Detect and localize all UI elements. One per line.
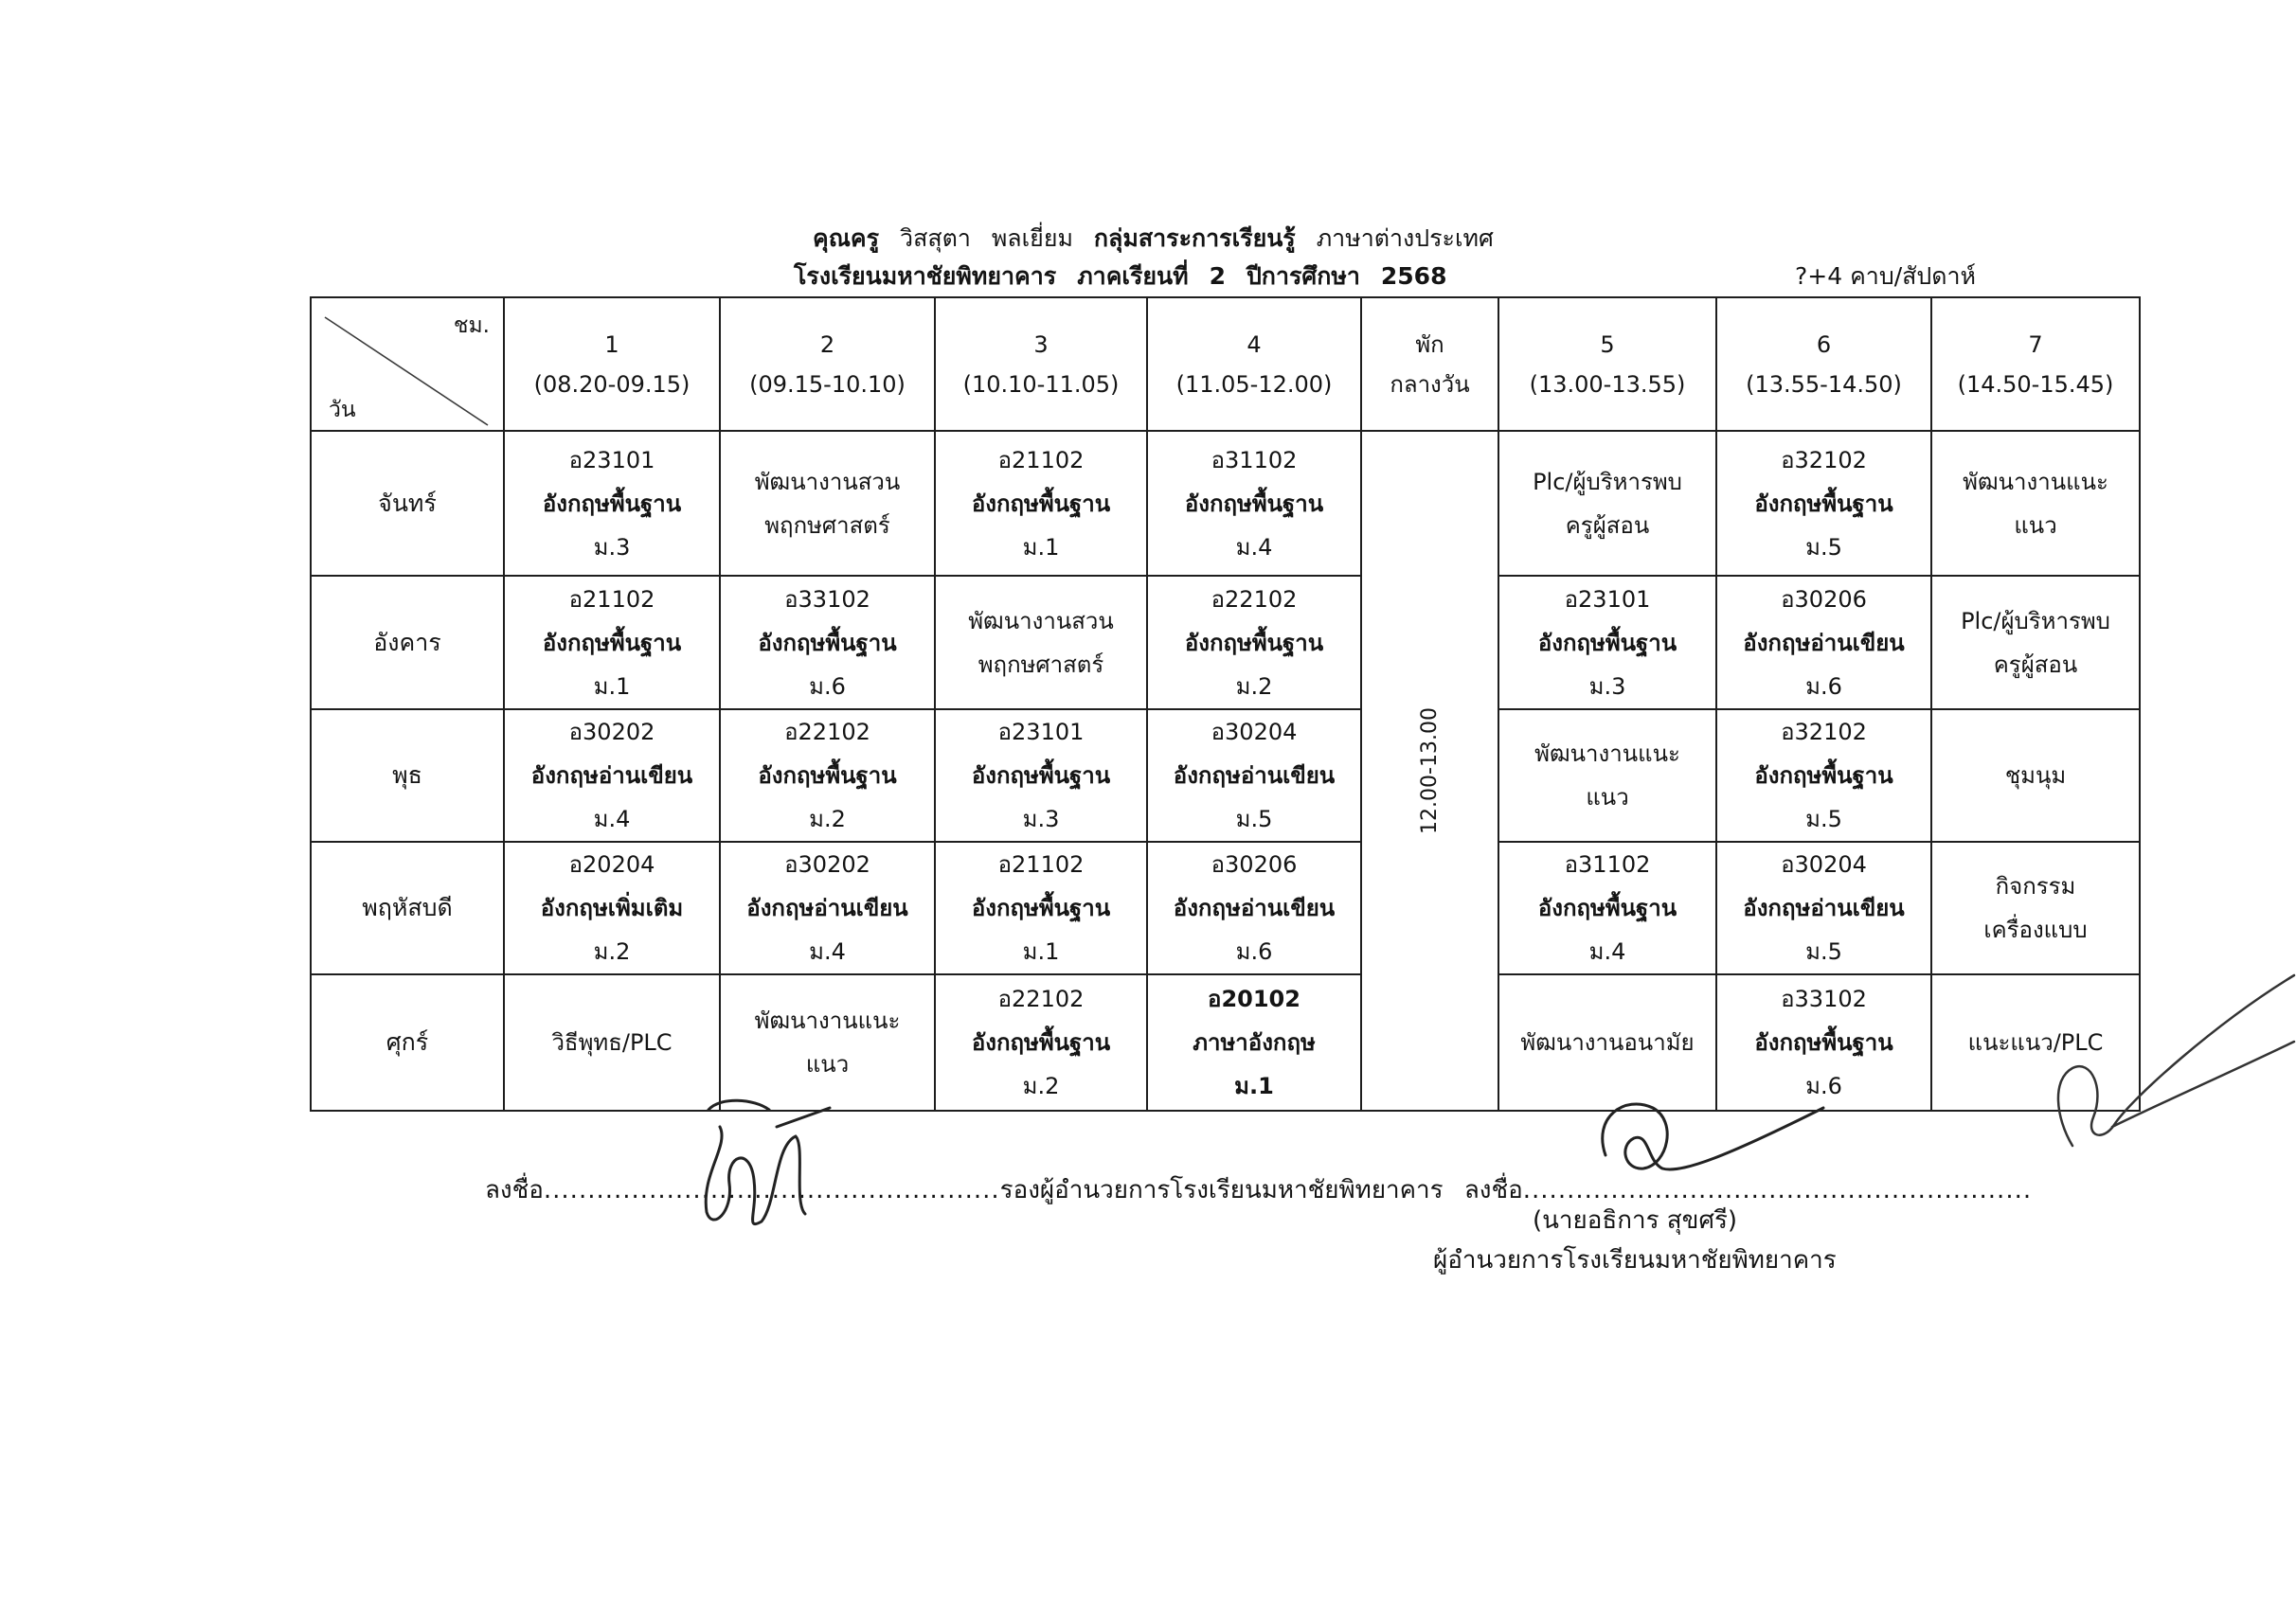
class-cell (720, 709, 935, 842)
activity-cell (1498, 431, 1716, 576)
grade-level: ม.6 (809, 672, 846, 700)
activity-line: เครื่องแบบ (1983, 917, 2088, 943)
group-label: กลุ่มสาระการเรียนรู้ (1093, 224, 1296, 252)
dotted-line: .................................................... (543, 1176, 1000, 1204)
dotted-line: .......................................................... (1522, 1176, 2033, 1204)
activity-cell (1931, 842, 2140, 974)
activity-cell (720, 431, 935, 576)
day-row-wednesday (311, 709, 2140, 842)
course-code: อ30202 (784, 851, 870, 878)
day-row-thursday (311, 842, 2140, 974)
course-name: อังกฤษพื้นฐาน (1754, 490, 1893, 517)
course-name: อังกฤษพื้นฐาน (1754, 1029, 1893, 1056)
course-name: อังกฤษพื้นฐาน (1537, 895, 1677, 921)
class-cell (1147, 842, 1361, 974)
course-name: ภาษาอังกฤษ (1193, 1029, 1316, 1056)
grade-level: ม.5 (1805, 938, 1842, 965)
term-value: 2 (1209, 262, 1226, 290)
course-code: อ31102 (1211, 446, 1298, 473)
period-time: (13.00-13.55) (1529, 370, 1686, 398)
grade-level: ม.1 (1022, 938, 1060, 965)
activity-line: ครูผู้สอน (1993, 651, 2078, 678)
period-time: (08.20-09.15) (533, 370, 691, 398)
period-number: 2 (819, 330, 835, 358)
approval-signature-scribble (2046, 966, 2296, 1155)
class-cell (504, 431, 720, 576)
course-name: อังกฤษพื้นฐาน (1537, 629, 1677, 656)
class-cell (1147, 576, 1361, 709)
school-name: โรงเรียนมหาชัยพิทยาคาร (794, 262, 1057, 290)
course-name: อังกฤษพื้นฐาน (542, 490, 682, 517)
course-code: อ23101 (997, 719, 1085, 745)
teacher-first-name: วิสสุตา (900, 224, 971, 252)
class-cell (504, 709, 720, 842)
activity-line: พัฒนางานแนะ (754, 1008, 901, 1034)
course-name: อังกฤษพื้นฐาน (1184, 490, 1324, 517)
deputy-position: รองผู้อำนวยการโรงเรียนมหาชัยพิทยาคาร (999, 1176, 1444, 1204)
grade-level: ม.2 (1022, 1073, 1060, 1099)
class-cell (1716, 431, 1931, 576)
activity-line: กิจกรรม (1995, 873, 2076, 900)
period-time: (10.10-11.05) (962, 370, 1120, 398)
year-value: 2568 (1380, 262, 1447, 290)
class-cell (1498, 576, 1716, 709)
day-label: พุธ (311, 709, 504, 842)
class-cell (935, 709, 1147, 842)
period-time: (14.50-15.45) (1957, 370, 2114, 398)
activity-line: ครูผู้สอน (1565, 511, 1650, 539)
period-time: (11.05-12.00) (1175, 370, 1333, 398)
activity-cell (1931, 576, 2140, 709)
course-name: อังกฤษพื้นฐาน (758, 762, 897, 789)
course-name: อังกฤษพื้นฐาน (542, 629, 682, 656)
period-header-3 (935, 297, 1147, 431)
course-name: อังกฤษพื้นฐาน (971, 762, 1111, 789)
sign-label-1: ลงชื่อ (485, 1176, 544, 1204)
course-code: อ22102 (997, 986, 1085, 1012)
grade-level: ม.4 (809, 938, 846, 965)
grade-level: ม.3 (1022, 806, 1060, 832)
grade-level: ม.6 (1235, 938, 1273, 965)
corner-period-label: ชม. (453, 313, 490, 338)
course-name: อังกฤษพื้นฐาน (758, 629, 897, 656)
course-name: อังกฤษอ่านเขียน (530, 762, 693, 789)
day-label: อังคาร (311, 576, 504, 709)
grade-level: ม.2 (593, 938, 631, 965)
grade-level: ม.5 (1805, 533, 1842, 561)
class-cell (720, 576, 935, 709)
course-name: อังกฤษพื้นฐาน (971, 1029, 1111, 1056)
activity-cell (1931, 431, 2140, 576)
grade-level: ม.1 (593, 672, 631, 700)
lunch-label-1: พัก (1415, 330, 1444, 358)
director-signature-scribble (1587, 1089, 1833, 1222)
teacher-prefix: คุณครู (813, 224, 880, 252)
sign-label-2: ลงชื่อ (1463, 1176, 1523, 1204)
course-code: อ22102 (1211, 585, 1298, 613)
day-label: ศุกร์ (311, 974, 504, 1111)
day-row-monday (311, 431, 2140, 576)
activity-line: พัฒนางานสวน (968, 607, 1114, 634)
activity-cell (1931, 709, 2140, 842)
deputy-signature-scribble (663, 1089, 843, 1250)
corner-cell (311, 297, 504, 431)
periods-per-week: ?+4 คาบ/สัปดาห์ (1795, 262, 1977, 290)
class-cell (1716, 576, 1931, 709)
class-cell (1147, 431, 1361, 576)
course-name: อังกฤษพื้นฐาน (1754, 762, 1893, 789)
course-code: อ30202 (568, 719, 655, 745)
period-header-7 (1931, 297, 2140, 431)
class-cell (1716, 842, 1931, 974)
class-cell (935, 974, 1147, 1111)
lunch-label-2: กลางวัน (1390, 370, 1470, 398)
day-row-friday (311, 974, 2140, 1111)
timetable (310, 296, 2141, 1112)
course-code: อ23101 (1564, 585, 1651, 613)
grade-level: ม.3 (1588, 672, 1626, 700)
lunch-column (1361, 431, 1498, 1111)
period-number: 7 (2028, 330, 2043, 358)
activity-line: พฤกษศาสตร์ (978, 651, 1104, 678)
grade-level: ม.5 (1235, 806, 1273, 832)
activity-line: พัฒนางานสวน (754, 468, 901, 495)
corner-day-label: วัน (329, 398, 356, 422)
period-header-6 (1716, 297, 1931, 431)
period-number: 6 (1816, 330, 1832, 358)
grade-level: ม.6 (1805, 1073, 1842, 1099)
director-position: ผู้อำนวยการโรงเรียนมหาชัยพิทยาคาร (1433, 1246, 1837, 1275)
period-number: 1 (604, 330, 619, 358)
course-code: อ30204 (1781, 851, 1867, 878)
period-header-2 (720, 297, 935, 431)
period-time: (13.55-14.50) (1746, 370, 1902, 398)
activity-line: พัฒนางานอนามัย (1520, 1029, 1695, 1056)
day-row-tuesday (311, 576, 2140, 709)
activity-line: วิธีพุทธ/PLC (551, 1029, 673, 1056)
course-code: อ31102 (1564, 851, 1651, 878)
period-header-row (311, 297, 2140, 431)
grade-level: ม.6 (1805, 672, 1842, 700)
course-code: อ30206 (1211, 851, 1298, 878)
grade-level: ม.1 (1234, 1073, 1274, 1099)
course-name: อังกฤษอ่านเขียน (1743, 629, 1905, 656)
course-code: อ32102 (1781, 446, 1867, 473)
grade-level: ม.4 (1588, 938, 1626, 965)
course-name: อังกฤษพื้นฐาน (971, 490, 1111, 517)
course-name: อังกฤษอ่านเขียน (1173, 762, 1336, 789)
activity-line: แนว (805, 1051, 850, 1078)
activity-line: Plc/ผู้บริหารพบ (1533, 468, 1682, 495)
class-cell (504, 842, 720, 974)
activity-cell (935, 576, 1147, 709)
activity-line: แนว (2014, 511, 2057, 539)
period-number: 4 (1247, 330, 1262, 358)
header-line-1 (813, 220, 1494, 258)
course-code: อ23101 (568, 446, 655, 473)
day-label: พฤหัสบดี (311, 842, 504, 974)
day-label: จันทร์ (311, 431, 504, 576)
period-header-5 (1498, 297, 1716, 431)
course-name: อังกฤษพื้นฐาน (971, 895, 1111, 921)
class-cell (1147, 709, 1361, 842)
director-name: (นายอธิการ สุขศรี) (1533, 1206, 1738, 1235)
lunch-header (1361, 297, 1498, 431)
period-number: 3 (1033, 330, 1049, 358)
period-header-4 (1147, 297, 1361, 431)
course-name: อังกฤษเพิ่มเติม (540, 895, 684, 921)
class-cell (935, 842, 1147, 974)
activity-line: แนว (1586, 784, 1629, 811)
course-code: อ30206 (1781, 585, 1867, 613)
period-header-1 (504, 297, 720, 431)
course-name: อังกฤษอ่านเขียน (746, 895, 908, 921)
year-label: ปีการศึกษา (1246, 262, 1360, 290)
course-code: อ30204 (1211, 719, 1298, 745)
activity-cell (1498, 709, 1716, 842)
class-cell (1147, 974, 1361, 1111)
course-name: อังกฤษอ่านเขียน (1173, 895, 1336, 921)
course-code: อ22102 (784, 719, 870, 745)
course-name: อังกฤษอ่านเขียน (1743, 895, 1905, 921)
course-name: อังกฤษพื้นฐาน (1184, 629, 1324, 656)
group-name: ภาษาต่างประเทศ (1316, 224, 1494, 252)
grade-level: ม.4 (593, 806, 631, 832)
class-cell (504, 576, 720, 709)
activity-line: พฤกษศาสตร์ (764, 511, 890, 539)
grade-level: ม.2 (809, 806, 846, 832)
class-cell (1716, 709, 1931, 842)
course-code: อ21102 (997, 446, 1085, 473)
course-code: อ32102 (1781, 719, 1867, 745)
lunch-time: 12.00-13.00 (1417, 707, 1442, 834)
grade-level: ม.3 (593, 533, 631, 561)
course-code: อ20204 (568, 851, 655, 878)
course-code: อ33102 (784, 585, 870, 613)
course-code: อ21102 (568, 585, 655, 613)
course-code: อ20102 (1208, 986, 1300, 1012)
grade-level: ม.5 (1805, 806, 1842, 832)
grade-level: ม.2 (1235, 672, 1273, 700)
term-label: ภาคเรียนที่ (1077, 262, 1189, 290)
period-number: 5 (1600, 330, 1615, 358)
activity-line: พัฒนางานแนะ (1963, 468, 2108, 495)
activity-line: Plc/ผู้บริหารพบ (1961, 607, 2110, 634)
header-line-2 (794, 258, 1446, 295)
class-cell (1498, 842, 1716, 974)
course-code: อ21102 (997, 851, 1085, 878)
activity-line: ชุมนุม (2004, 762, 2067, 789)
class-cell (935, 431, 1147, 576)
activity-line: พัฒนางานแนะ (1534, 740, 1680, 767)
teacher-last-name: พลเยี่ยม (991, 224, 1073, 252)
class-cell (720, 842, 935, 974)
grade-level: ม.1 (1022, 533, 1060, 561)
period-time: (09.15-10.10) (749, 370, 906, 398)
grade-level: ม.4 (1235, 533, 1273, 561)
course-code: อ33102 (1781, 986, 1867, 1012)
activity-line: แนะแนว/PLC (1967, 1029, 2104, 1056)
